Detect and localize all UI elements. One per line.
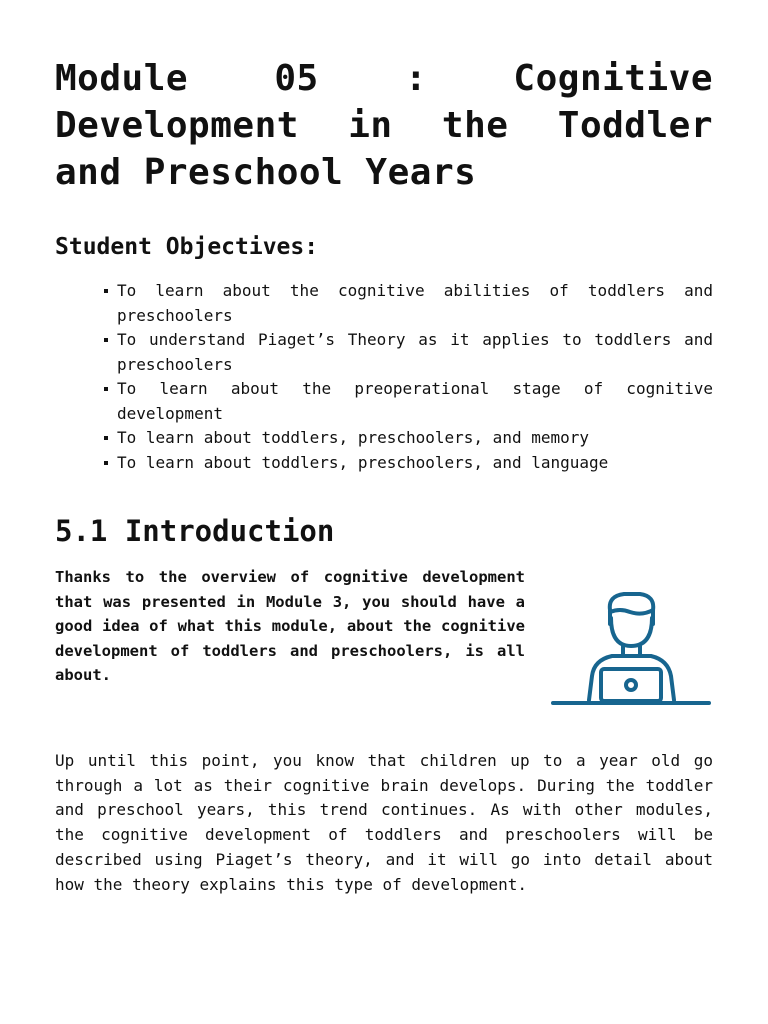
person-at-laptop-icon [550,590,712,710]
objective-item: To learn about toddlers, preschoolers, and language [117,451,713,476]
objective-item: To understand Piaget’s Theory as it applies to toddlers and preschoolers [117,328,713,377]
objective-item: To learn about toddlers, preschoolers, and memory [117,426,713,451]
module-title: Module 05 : Cognitive Development in the Toddler and Preschool Years [55,58,713,193]
objective-item: To learn about the preoperational stage of cognitive development [117,377,713,426]
objective-item: To learn about the cognitive abilities of toddlers and preschoolers [117,279,713,328]
introduction-heading: 5.1 Introduction [55,514,335,548]
introduction-body-paragraph: Up until this point, you know that children up to a year old go through a lot as their cognitive brain develops. During the toddler and preschool years, this trend continues. As with other modules, the cognitive development of toddlers and preschoolers will be described using Piaget’s theory, and it will go into detail about how the theory explains this type of development. [55,751,713,894]
introduction-lead-paragraph: Thanks to the overview of cognitive development that was presented in Module 3, you should have a good idea of what this module, about the cognitive development of toddlers and preschoolers, is all about. [55,568,525,684]
objectives-list [117,279,713,475]
objectives-heading: Student Objectives: [55,234,319,260]
